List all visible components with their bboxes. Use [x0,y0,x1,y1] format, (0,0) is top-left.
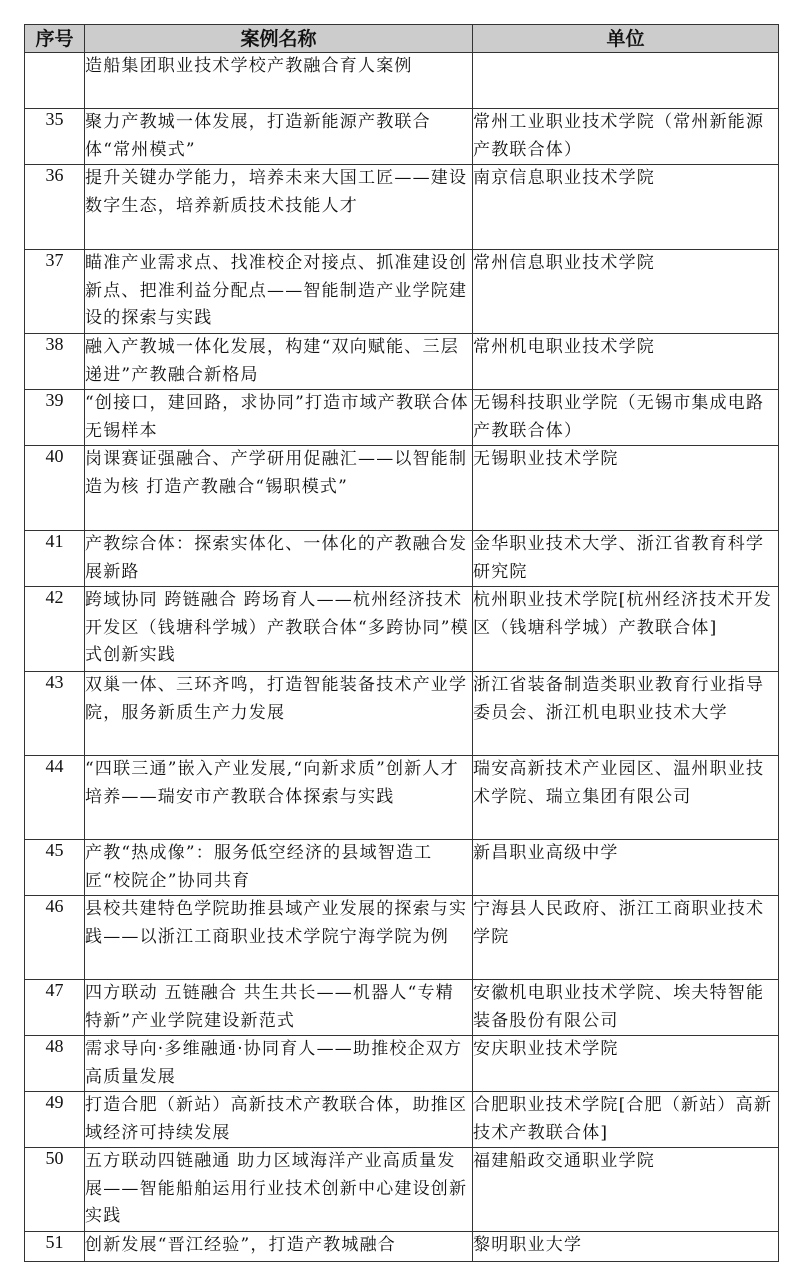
row-number: 50 [25,1148,85,1232]
table-body [25,53,779,1262]
unit-name: 安庆职业技术学院 [473,1036,779,1092]
header-case-name: 案例名称 [85,25,473,53]
unit-name: 新昌职业高级中学 [473,840,779,896]
table-row [25,250,779,334]
case-name: 瞄准产业需求点、找准校企对接点、抓准建设创新点、把准利益分配点——智能制造产业学院建设的探索与实践 [85,250,473,334]
case-name: 提升关键办学能力，培养未来大国工匠——建设数字生态，培养新质技术技能人才 [85,165,473,250]
header-no: 序号 [25,25,85,53]
row-number: 46 [25,896,85,980]
case-name: “创接口，建回路，求协同”打造市域产教联合体无锡样本 [85,390,473,446]
case-list-table [24,24,779,1262]
table-row [25,896,779,980]
case-name: “四联三通”嵌入产业发展,“向新求质”创新人才培养——瑞安市产教联合体探索与实践 [85,756,473,840]
unit-name: 福建船政交通职业学院 [473,1148,779,1232]
row-number: 47 [25,980,85,1036]
table-row [25,840,779,896]
unit-name: 合肥职业技术学院[合肥（新站）高新技术产教联合体] [473,1092,779,1148]
table-row [25,390,779,446]
case-name: 需求导向·多维融通·协同育人——助推校企双方高质量发展 [85,1036,473,1092]
table-row [25,1148,779,1232]
unit-name: 黎明职业大学 [473,1232,779,1262]
unit-name: 瑞安高新技术产业园区、温州职业技术学院、瑞立集团有限公司 [473,756,779,840]
row-number: 35 [25,109,85,165]
table-row [25,1092,779,1148]
case-name: 聚力产教城一体发展，打造新能源产教联合体“常州模式” [85,109,473,165]
unit-name: 南京信息职业技术学院 [473,165,779,250]
row-number: 36 [25,165,85,250]
row-number: 44 [25,756,85,840]
row-number: 39 [25,390,85,446]
case-name: 双巢一体、三环齐鸣，打造智能装备技术产业学院，服务新质生产力发展 [85,672,473,756]
unit-name [473,53,779,109]
unit-name: 无锡职业技术学院 [473,446,779,531]
table-row [25,165,779,250]
row-number: 48 [25,1036,85,1092]
row-number: 45 [25,840,85,896]
unit-name: 浙江省装备制造类职业教育行业指导委员会、浙江机电职业技术大学 [473,672,779,756]
table-row [25,756,779,840]
unit-name: 杭州职业技术学院[杭州经济技术开发区（钱塘科学城）产教联合体] [473,587,779,672]
unit-name: 宁海县人民政府、浙江工商职业技术学院 [473,896,779,980]
case-name: 县校共建特色学院助推县域产业发展的探索与实践——以浙江工商职业技术学院宁海学院为例 [85,896,473,980]
header-row [25,25,779,53]
row-number: 40 [25,446,85,531]
case-name: 产教综合体：探索实体化、一体化的产教融合发展新路 [85,531,473,587]
unit-name: 无锡科技职业学院（无锡市集成电路产教联合体） [473,390,779,446]
row-number: 43 [25,672,85,756]
unit-name: 金华职业技术大学、浙江省教育科学研究院 [473,531,779,587]
case-name: 造船集团职业技术学校产教融合育人案例 [85,53,473,109]
row-number: 42 [25,587,85,672]
row-number [25,53,85,109]
table-row [25,531,779,587]
table-row [25,587,779,672]
table-row [25,672,779,756]
row-number: 38 [25,334,85,390]
unit-name: 安徽机电职业技术学院、埃夫特智能装备股份有限公司 [473,980,779,1036]
table-row [25,109,779,165]
table-row [25,1232,779,1262]
case-name: 创新发展“晋江经验”，打造产教城融合 [85,1232,473,1262]
case-name: 打造合肥（新站）高新技术产教联合体，助推区域经济可持续发展 [85,1092,473,1148]
unit-name: 常州信息职业技术学院 [473,250,779,334]
row-number: 37 [25,250,85,334]
row-number: 51 [25,1232,85,1262]
header-unit: 单位 [473,25,779,53]
case-name: 跨域协同 跨链融合 跨场育人——杭州经济技术开发区（钱塘科学城）产教联合体“多跨协同”模式创新实践 [85,587,473,672]
table-row [25,980,779,1036]
table-row [25,334,779,390]
case-name: 岗课赛证强融合、产学研用促融汇——以智能制造为核 打造产教融合“锡职模式” [85,446,473,531]
table-row [25,53,779,109]
unit-name: 常州机电职业技术学院 [473,334,779,390]
table-row [25,446,779,531]
table-header [25,25,779,53]
row-number: 41 [25,531,85,587]
table-row [25,1036,779,1092]
case-name: 五方联动四链融通 助力区域海洋产业高质量发展——智能船舶运用行业技术创新中心建设创新实践 [85,1148,473,1232]
case-name: 融入产教城一体化发展，构建“双向赋能、三层递进”产教融合新格局 [85,334,473,390]
row-number: 49 [25,1092,85,1148]
case-name: 四方联动 五链融合 共生共长——机器人“专精特新”产业学院建设新范式 [85,980,473,1036]
case-name: 产教“热成像”：服务低空经济的县域智造工匠“校院企”协同共育 [85,840,473,896]
unit-name: 常州工业职业技术学院（常州新能源产教联合体） [473,109,779,165]
